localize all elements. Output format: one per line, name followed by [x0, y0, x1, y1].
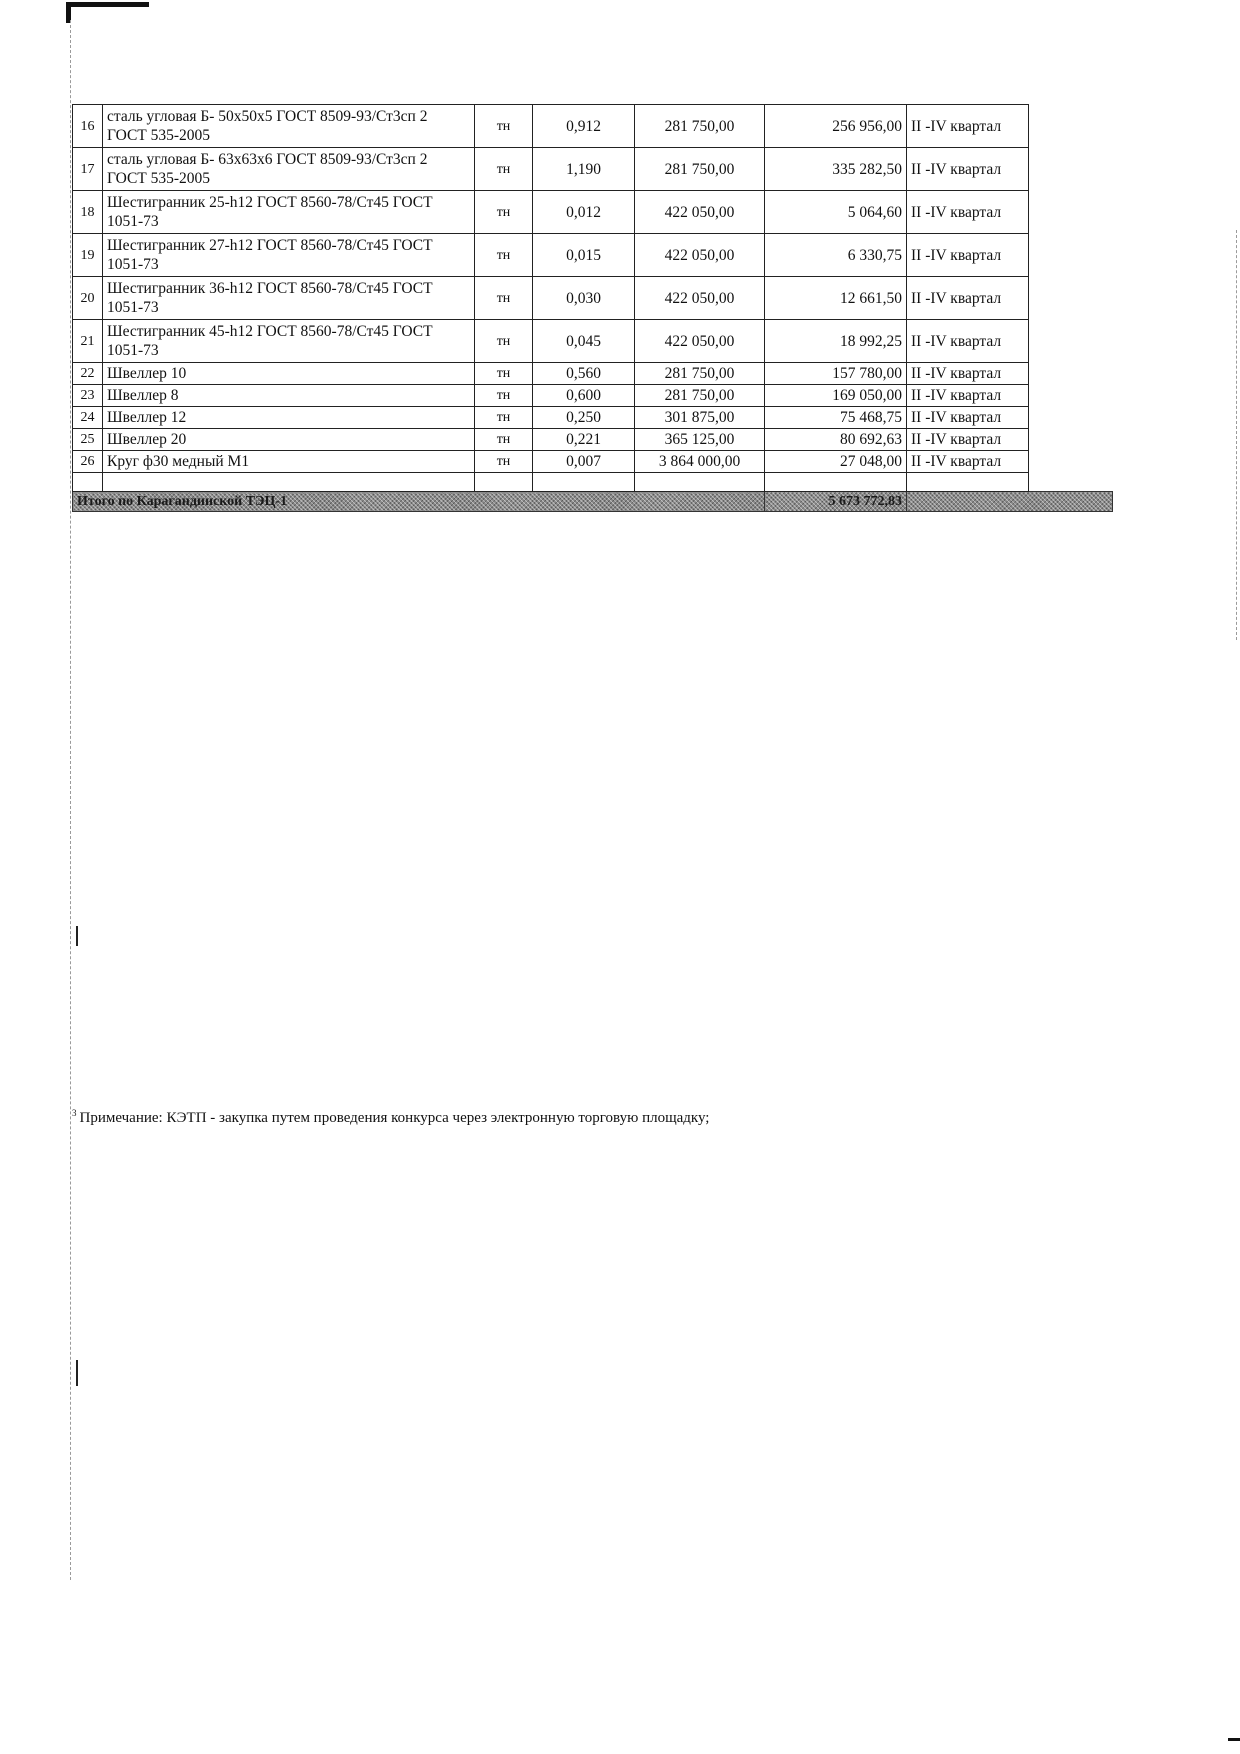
table-row [73, 191, 1113, 234]
empty-cell [533, 473, 635, 492]
row-number: 25 [73, 429, 103, 451]
period-cell: II -IV квартал [907, 148, 1029, 191]
empty-cell [103, 473, 475, 492]
sum-cell: 75 468,75 [765, 407, 907, 429]
quantity-cell: 0,015 [533, 234, 635, 277]
footnote-text: Примечание: КЭТП - закупка путем проведения конкурса через электронную торговую площадку; [79, 1110, 710, 1126]
empty-cell [1029, 473, 1113, 492]
scan-speck [76, 1360, 78, 1386]
table-row [73, 385, 1113, 407]
material-name: Швеллер 8 [103, 385, 475, 407]
unit-cell: тн [475, 148, 533, 191]
spare-column-cell [1029, 363, 1113, 385]
row-number: 19 [73, 234, 103, 277]
period-cell: II -IV квартал [907, 451, 1029, 473]
footnote-marker: 3 [72, 1108, 77, 1118]
quantity-cell: 0,560 [533, 363, 635, 385]
scan-right-edge [1236, 230, 1237, 640]
table-row [73, 277, 1113, 320]
empty-cell [907, 473, 1029, 492]
material-name: сталь угловая Б- 63х63х6 ГОСТ 8509-93/Ст3сп 2 ГОСТ 535-2005 [103, 148, 475, 191]
unit-cell: тн [475, 191, 533, 234]
period-cell: II -IV квартал [907, 277, 1029, 320]
quantity-cell: 0,221 [533, 429, 635, 451]
empty-cell [475, 473, 533, 492]
quantity-cell: 1,190 [533, 148, 635, 191]
unit-price-cell: 422 050,00 [635, 191, 765, 234]
spare-column-cell [1029, 407, 1113, 429]
total-sum: 5 673 772,83 [765, 492, 907, 512]
material-name: сталь угловая Б- 50х50х5 ГОСТ 8509-93/Ст3сп 2 ГОСТ 535-2005 [103, 105, 475, 148]
scan-left-edge [70, 20, 71, 1580]
quantity-cell: 0,012 [533, 191, 635, 234]
material-name: Швеллер 10 [103, 363, 475, 385]
quantity-cell: 0,030 [533, 277, 635, 320]
row-number: 20 [73, 277, 103, 320]
table-row [73, 105, 1113, 148]
spare-column-cell [1029, 320, 1113, 363]
spare-column-cell [1029, 451, 1113, 473]
table-row-empty [73, 473, 1113, 492]
scan-speck [76, 926, 78, 946]
unit-price-cell: 422 050,00 [635, 234, 765, 277]
spare-column-cell [1029, 191, 1113, 234]
material-name: Шестигранник 25-h12 ГОСТ 8560-78/Ст45 ГОСТ 1051-73 [103, 191, 475, 234]
total-row [73, 492, 1113, 512]
sum-cell: 27 048,00 [765, 451, 907, 473]
sum-cell: 335 282,50 [765, 148, 907, 191]
row-number: 26 [73, 451, 103, 473]
table-row [73, 234, 1113, 277]
unit-price-cell: 3 864 000,00 [635, 451, 765, 473]
sum-cell: 6 330,75 [765, 234, 907, 277]
material-name: Швеллер 20 [103, 429, 475, 451]
unit-price-cell: 281 750,00 [635, 385, 765, 407]
unit-price-cell: 281 750,00 [635, 148, 765, 191]
row-number: 24 [73, 407, 103, 429]
sum-cell: 169 050,00 [765, 385, 907, 407]
unit-price-cell: 422 050,00 [635, 320, 765, 363]
material-name: Шестигранник 27-h12 ГОСТ 8560-78/Ст45 ГОСТ 1051-73 [103, 234, 475, 277]
empty-cell [635, 473, 765, 492]
unit-cell: тн [475, 363, 533, 385]
unit-cell: тн [475, 451, 533, 473]
period-cell: II -IV квартал [907, 105, 1029, 148]
quantity-cell: 0,045 [533, 320, 635, 363]
spare-column-cell [1029, 385, 1113, 407]
sum-cell: 157 780,00 [765, 363, 907, 385]
empty-cell [73, 473, 103, 492]
scan-corner-mark [66, 2, 149, 23]
material-name: Шестигранник 45-h12 ГОСТ 8560-78/Ст45 ГОСТ 1051-73 [103, 320, 475, 363]
unit-cell: тн [475, 277, 533, 320]
total-filler [907, 492, 1113, 512]
unit-price-cell: 365 125,00 [635, 429, 765, 451]
material-name: Швеллер 12 [103, 407, 475, 429]
period-cell: II -IV квартал [907, 191, 1029, 234]
row-number: 16 [73, 105, 103, 148]
total-label: Итого по Карагандинской ТЭЦ-1 [73, 492, 765, 512]
scan-bottom-mark [1228, 1738, 1240, 1741]
quantity-cell: 0,912 [533, 105, 635, 148]
period-cell: II -IV квартал [907, 429, 1029, 451]
sum-cell: 5 064,60 [765, 191, 907, 234]
unit-cell: тн [475, 320, 533, 363]
table-row [73, 363, 1113, 385]
spare-column-cell [1029, 277, 1113, 320]
period-cell: II -IV квартал [907, 385, 1029, 407]
sum-cell: 18 992,25 [765, 320, 907, 363]
unit-cell: тн [475, 385, 533, 407]
table-row [73, 429, 1113, 451]
unit-price-cell: 301 875,00 [635, 407, 765, 429]
spare-column-cell [1029, 105, 1113, 148]
unit-cell: тн [475, 429, 533, 451]
sum-cell: 256 956,00 [765, 105, 907, 148]
row-number: 23 [73, 385, 103, 407]
footnote [72, 1108, 709, 1127]
unit-price-cell: 422 050,00 [635, 277, 765, 320]
spare-column-cell [1029, 234, 1113, 277]
table-row [73, 451, 1113, 473]
material-name: Круг ф30 медный М1 [103, 451, 475, 473]
unit-price-cell: 281 750,00 [635, 105, 765, 148]
period-cell: II -IV квартал [907, 363, 1029, 385]
row-number: 17 [73, 148, 103, 191]
table-row [73, 320, 1113, 363]
row-number: 18 [73, 191, 103, 234]
unit-cell: тн [475, 407, 533, 429]
procurement-table [72, 104, 1113, 512]
spare-column-cell [1029, 148, 1113, 191]
table-row [73, 148, 1113, 191]
sum-cell: 80 692,63 [765, 429, 907, 451]
empty-cell [765, 473, 907, 492]
quantity-cell: 0,007 [533, 451, 635, 473]
quantity-cell: 0,250 [533, 407, 635, 429]
quantity-cell: 0,600 [533, 385, 635, 407]
spare-column-cell [1029, 429, 1113, 451]
table-row [73, 407, 1113, 429]
unit-price-cell: 281 750,00 [635, 363, 765, 385]
period-cell: II -IV квартал [907, 407, 1029, 429]
sum-cell: 12 661,50 [765, 277, 907, 320]
table-body [73, 105, 1113, 512]
unit-cell: тн [475, 234, 533, 277]
material-name: Шестигранник 36-h12 ГОСТ 8560-78/Ст45 ГОСТ 1051-73 [103, 277, 475, 320]
unit-cell: тн [475, 105, 533, 148]
row-number: 22 [73, 363, 103, 385]
period-cell: II -IV квартал [907, 320, 1029, 363]
row-number: 21 [73, 320, 103, 363]
period-cell: II -IV квартал [907, 234, 1029, 277]
